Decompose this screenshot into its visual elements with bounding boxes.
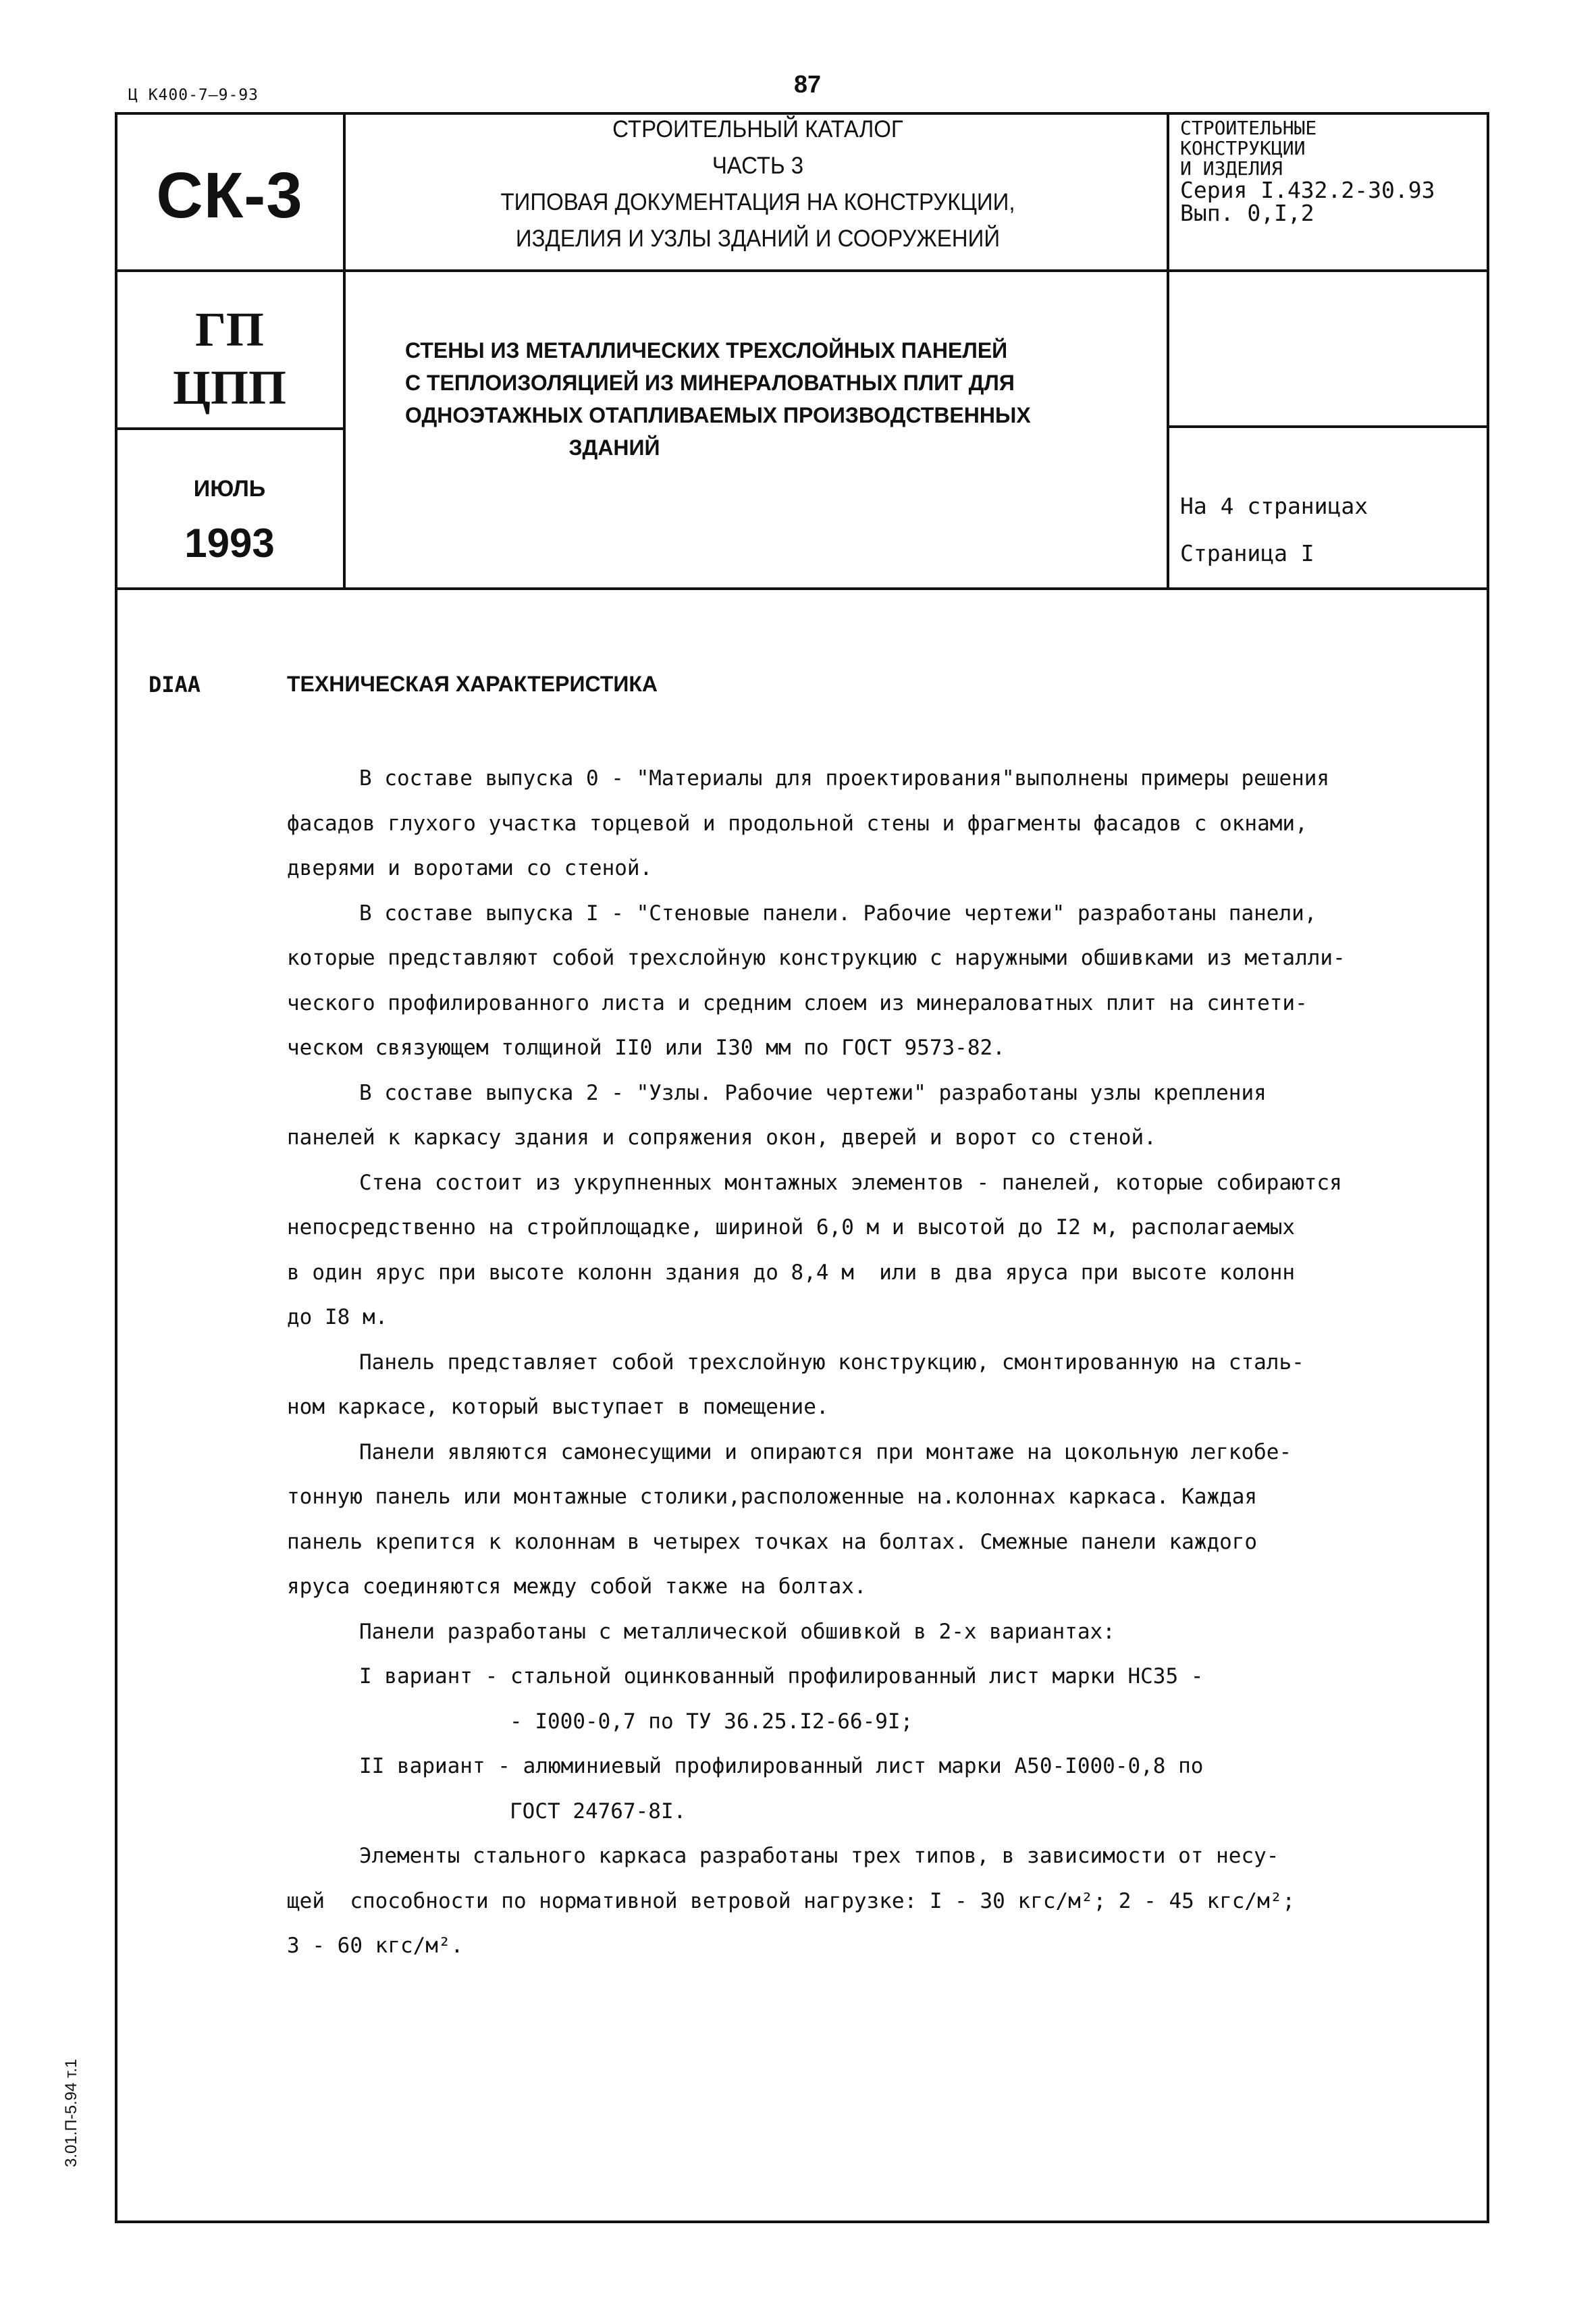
body-line: I вариант - стальной оцинкованный профилированный лист марки НС35 -	[359, 1664, 1204, 1689]
body-line: дверями и воротами со стеной.	[287, 856, 653, 880]
header-divider-left	[115, 427, 344, 430]
body-line: которые представляют собой трехслойную конструкцию с наружными обшивками из металли-	[287, 946, 1346, 970]
document-title	[405, 334, 1080, 464]
title-line: СТЕНЫ ИЗ МЕТАЛЛИЧЕСКИХ ТРЕХСЛОЙНЫХ ПАНЕЛЕЙ	[405, 338, 1008, 363]
header-divider-right	[1168, 425, 1489, 428]
side-stamp	[62, 2058, 89, 2194]
body-line: фасадов глухого участка торцевой и продольной стены и фрагменты фасадов с окнами,	[287, 811, 1308, 836]
organization	[115, 300, 344, 417]
page-number: 87	[794, 70, 822, 98]
body-line: - I000-0,7 по ТУ 36.25.I2-66-9I;	[510, 1709, 913, 1734]
section-line: КОНСТРУКЦИИ	[1180, 137, 1306, 159]
body-line: тонную панель или монтажные столики,расположенные на.колоннах каркаса. Каждая	[287, 1485, 1258, 1509]
body-line: до I8 м.	[287, 1305, 388, 1329]
page-info	[1180, 483, 1368, 577]
body-line: панель крепится к колоннам в четырех точках на болтах. Смежные панели каждого	[287, 1529, 1258, 1554]
catalog-line: ЧАСТЬ 3	[712, 151, 804, 179]
pages-total: На 4 страницах	[1180, 493, 1368, 519]
body-line: В составе выпуска 2 - "Узлы. Рабочие чертежи" разработаны узлы крепления	[359, 1080, 1267, 1105]
body-line: В составе выпуска 0 - "Материалы для проектирования"выполнены примеры решения	[359, 766, 1330, 791]
catalog-line: ТИПОВАЯ ДОКУМЕНТАЦИЯ НА КОНСТРУКЦИИ,	[500, 188, 1015, 215]
catalog-code: СК-3	[156, 159, 303, 232]
body-line: ческого профилированного листа и средним слоем из минераловатных плит на синтети-	[287, 990, 1308, 1015]
catalog-line: СТРОИТЕЛЬНЫЙ КАТАЛОГ	[612, 115, 903, 142]
body-line: ческом связующем толщиной II0 или I30 мм по ГОСТ 9573-82.	[287, 1036, 1005, 1060]
series-info	[1180, 118, 1435, 225]
body-line: ГОСТ 24767-8I.	[510, 1799, 687, 1824]
body-line: Панели разработаны с металлической обшивкой в 2-х вариантах:	[359, 1619, 1115, 1644]
body-line: непосредственно на стройплощадке, шириной 6,0 м и высотой до I2 м, располагаемых	[287, 1215, 1296, 1240]
body-text	[287, 756, 1475, 1969]
document-code: Ц К400-7—9-93	[128, 86, 259, 104]
title-line: ЗДАНИЙ	[568, 435, 660, 460]
body-line: Элементы стального каркаса разработаны трех типов, в зависимости от несу-	[359, 1844, 1279, 1868]
series-number: Серия I.432.2-30.93	[1180, 177, 1435, 203]
section-line: И ИЗДЕЛИЯ	[1180, 157, 1283, 180]
section-code: DIAA	[149, 672, 201, 697]
body-line: яруса соединяются между собой также на болтах.	[287, 1574, 867, 1599]
issue-numbers: Вып. 0,I,2	[1180, 200, 1314, 226]
issue-year: 1993	[184, 521, 275, 566]
body-line: II вариант - алюминиевый профилированный лист марки А50-I000-0,8 по	[359, 1754, 1204, 1778]
body-line: ном каркасе, который выступает в помещение.	[287, 1395, 829, 1419]
section-line: СТРОИТЕЛЬНЫЕ	[1180, 117, 1317, 139]
body-line: В составе выпуска I - "Стеновые панели. Рабочие чертежи" разработаны панели,	[359, 901, 1317, 926]
organization-line: ЦПП	[172, 361, 286, 415]
title-line: С ТЕПЛОИЗОЛЯЦИЕЙ ИЗ МИНЕРАЛОВАТНЫХ ПЛИТ ДЛЯ	[405, 371, 1015, 395]
body-line: Панель представляет собой трехслойную конструкцию, смонтированную на сталь-	[359, 1350, 1304, 1375]
title-line: ОДНОЭТАЖНЫХ ОТАПЛИВАЕМЫХ ПРОИЗВОДСТВЕННЫХ	[405, 403, 1031, 427]
body-line: щей способности по нормативной ветровой нагрузке: I - 30 кгс/м²; 2 - 45 кгс/м²;	[287, 1888, 1296, 1913]
catalog-line: ИЗДЕЛИЯ И УЗЛЫ ЗДАНИЙ И СООРУЖЕНИЙ	[515, 224, 1001, 252]
section-heading: ТЕХНИЧЕСКАЯ ХАРАКТЕРИСТИКА	[287, 672, 658, 696]
body-line: Панели являются самонесущими и опираются при монтаже на цокольную легкобе-	[359, 1439, 1292, 1464]
catalog-description	[348, 111, 1168, 257]
header-divider-top	[115, 269, 1489, 272]
issue-month: ИЮЛЬ	[193, 476, 266, 502]
body-line: в один ярус при высоте колонн здания до 8,4 м или в два яруса при высоте колонн	[287, 1260, 1296, 1285]
header-bottom	[115, 587, 1489, 590]
page-current: Страница I	[1180, 540, 1314, 566]
body-line: Стена состоит из укрупненных монтажных элементов - панелей, которые собираются	[359, 1170, 1342, 1195]
body-line: панелей к каркасу здания и сопряжения окон, дверей и ворот со стеной.	[287, 1125, 1156, 1150]
body-line: 3 - 60 кгс/м².	[287, 1934, 464, 1958]
side-stamp-text: 3.01.П-5.94 т.1	[62, 2058, 80, 2167]
organization-line: ГП	[195, 302, 264, 356]
